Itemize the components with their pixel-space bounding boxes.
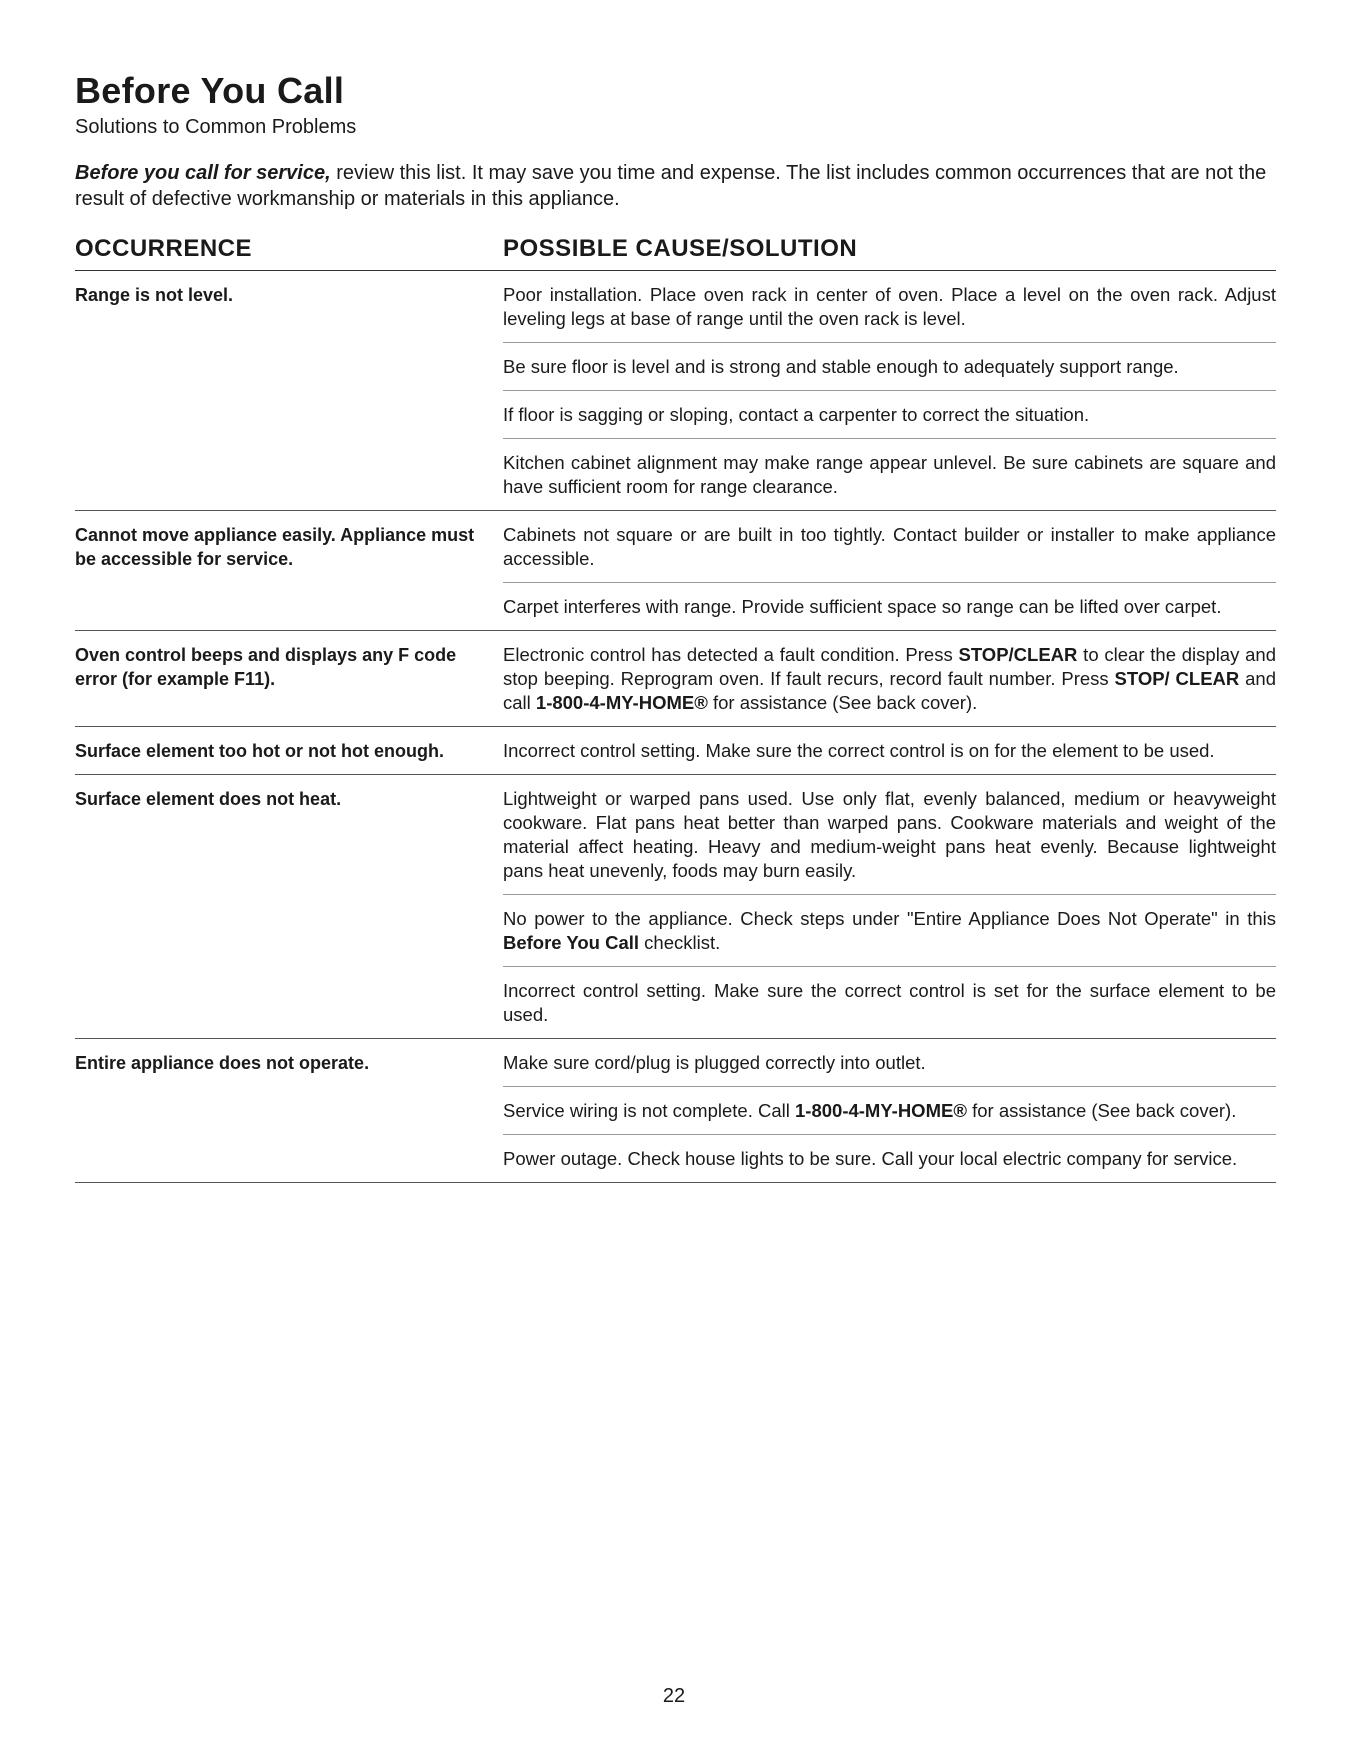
- occurrence-cell: Surface element too hot or not hot enough.: [75, 741, 444, 761]
- table-row: [75, 631, 1276, 727]
- solution-text: Cabinets not square or are built in too tightly. Contact builder or installer to make appliance accessible.: [503, 524, 1276, 569]
- solution-text: Incorrect control setting. Make sure the correct control is on for the element to be used.: [503, 740, 1215, 761]
- solution-item: [503, 390, 1276, 438]
- solution-list: [503, 775, 1276, 1038]
- table-row: [75, 1039, 1276, 1183]
- emphasized-text: STOP/CLEAR: [958, 644, 1078, 665]
- emphasized-text: 1-800-4-MY-HOME®: [535, 692, 708, 713]
- solution-item: [503, 631, 1276, 726]
- table-row: [75, 511, 1276, 631]
- page-number: 22: [662, 1685, 686, 1707]
- solution-text: Power outage. Check house lights to be sure. Call your local electric company for service.: [503, 1148, 1238, 1169]
- solution-item: [503, 511, 1276, 582]
- occurrence-cell: Range is not level.: [75, 285, 234, 305]
- solution-item: [503, 894, 1276, 966]
- solution-list: [503, 1039, 1276, 1182]
- troubleshooting-table: [75, 271, 1276, 1183]
- occurrence-header: OCCURRENCE: [75, 235, 253, 262]
- solution-list: [503, 631, 1276, 726]
- solution-item: [503, 1134, 1276, 1182]
- solution-item: [503, 271, 1276, 342]
- solution-item: [503, 1086, 1276, 1134]
- intro-lead: Before you call for service,: [75, 162, 331, 184]
- table-row: [75, 271, 1276, 511]
- solution-text: If floor is sagging or sloping, contact a carpenter to correct the situation.: [503, 404, 1090, 425]
- emphasized-text: STOP/ CLEAR: [1114, 668, 1240, 689]
- occurrence-cell: Cannot move appliance easily. Appliance must be accessible for service.: [75, 525, 475, 569]
- solution-item: [503, 342, 1276, 390]
- occurrence-cell: Entire appliance does not operate.: [75, 1053, 370, 1073]
- solution-list: [503, 271, 1276, 510]
- solution-text: Poor installation. Place oven rack in center of oven. Place a level on the oven rack. Adjust leveling legs at base of range until the oven rack is level.: [503, 284, 1276, 329]
- table-row: [75, 727, 1276, 775]
- column-headers: [75, 234, 1276, 271]
- solution-item: [503, 775, 1276, 894]
- solution-text: Be sure floor is level and is strong and stable enough to adequately support range.: [503, 356, 1179, 377]
- emphasized-text: 1-800-4-MY-HOME®: [795, 1100, 967, 1121]
- solution-text: Service wiring is not complete. Call: [503, 1100, 795, 1121]
- solution-text: Lightweight or warped pans used. Use only flat, evenly balanced, medium or heavyweight cookware. Flat pans heat better than warped pans. Cookware materials and weight of the material affect heating. Heavy and medium-weight pans heat evenly. Because lightweight pans heat unevenly, foods may burn easily.: [503, 788, 1276, 881]
- page-title: Before You Call: [75, 70, 345, 111]
- solution-item: [503, 438, 1276, 510]
- solution-text: to clear the display and stop beeping. Reprogram oven. If fault recurs, record fault number. Press: [503, 644, 1276, 689]
- intro-text: review this list. It may save you time and expense. The list includes common occurrences that are not the result of defective workmanship or materials in this appliance.: [75, 162, 1267, 210]
- solution-text: for assistance (See back cover).: [966, 1100, 1237, 1121]
- occurrence-cell: Surface element does not heat.: [75, 789, 342, 809]
- solution-header: POSSIBLE CAUSE/SOLUTION: [503, 235, 858, 262]
- emphasized-text: Before You Call: [503, 932, 640, 953]
- solution-list: [503, 511, 1276, 630]
- solution-list: [503, 727, 1276, 774]
- page: [75, 70, 1276, 1183]
- solution-text: Kitchen cabinet alignment may make range appear unlevel. Be sure cabinets are square and have sufficient room for range clearance.: [503, 452, 1276, 497]
- solution-text: Carpet interferes with range. Provide sufficient space so range can be lifted over carpet.: [503, 596, 1222, 617]
- solution-text: for assistance (See back cover).: [707, 692, 978, 713]
- solution-item: [503, 582, 1276, 630]
- occurrence-cell: Oven control beeps and displays any F code error (for example F11).: [75, 645, 457, 689]
- solution-text: No power to the appliance. Check steps under "Entire Appliance Does Not Operate" in this: [503, 908, 1276, 929]
- page-subtitle: Solutions to Common Problems: [75, 116, 357, 138]
- table-row: [75, 775, 1276, 1039]
- solution-item: [503, 727, 1276, 774]
- solution-item: [503, 1039, 1276, 1086]
- solution-text: checklist.: [639, 932, 721, 953]
- intro-paragraph: [75, 160, 1276, 212]
- solution-text: Make sure cord/plug is plugged correctly into outlet.: [503, 1052, 926, 1073]
- solution-text: Electronic control has detected a fault condition. Press: [503, 644, 959, 665]
- solution-text: Incorrect control setting. Make sure the correct control is set for the surface element to be used.: [503, 980, 1276, 1025]
- solution-item: [503, 966, 1276, 1038]
- solution-text: and call: [503, 668, 1277, 713]
